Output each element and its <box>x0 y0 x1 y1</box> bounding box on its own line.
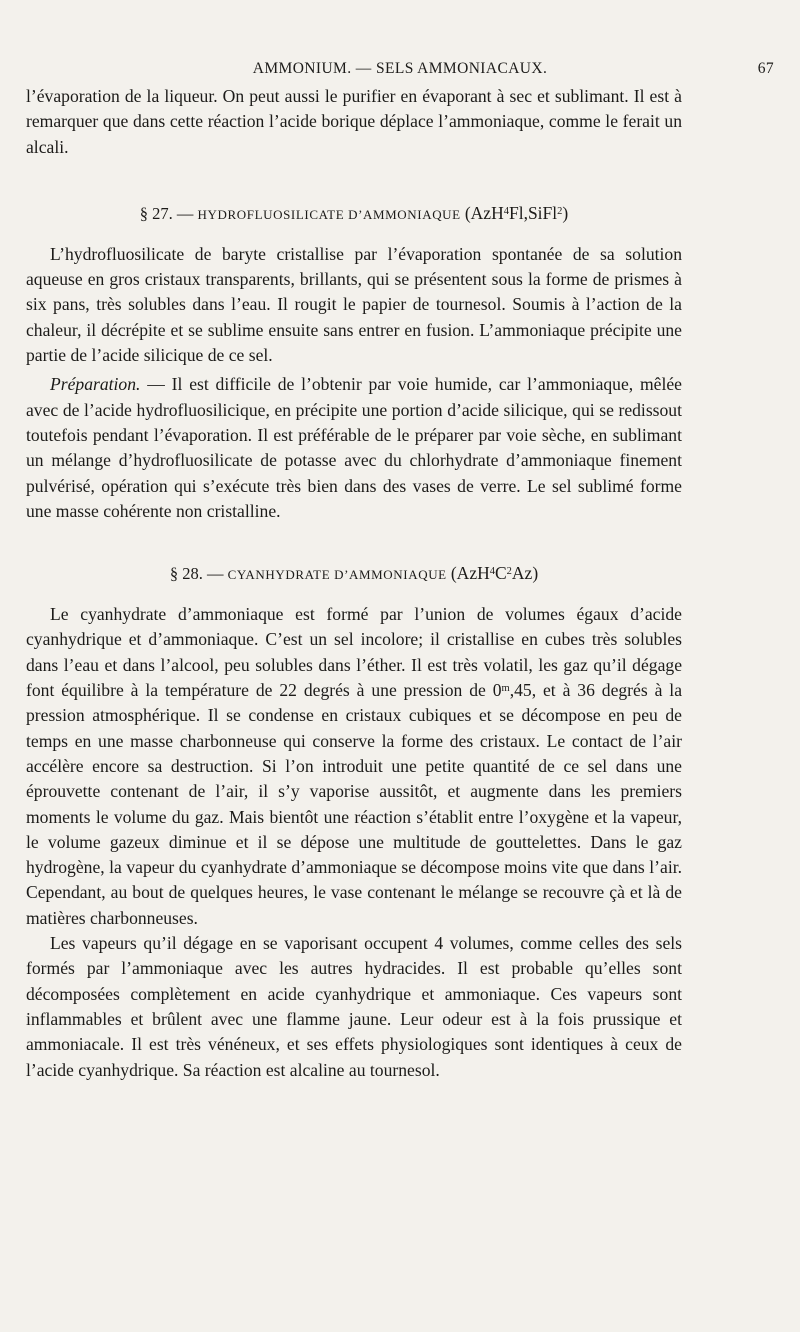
section-number: § 27. — <box>139 203 194 223</box>
section-formula: (AzH$^4$Fl,SiFl$^2$) <box>464 202 569 223</box>
page-number: 67 <box>757 60 774 77</box>
running-title: AMMONIUM. — SELS AMMONIACAUX. <box>252 60 548 77</box>
preparation-label: Préparation. <box>50 374 141 395</box>
paragraph-preparation: Préparation. — Il est difficile de l’obtenir par voie humide, car l’ammoniaque, mêlée avec de l’acide hydrofluosilicique, en précipite une portion d’acide silicique, qui se redissout toutefois pendant l’évaporation. Il est préférable de le préparer par voie sèche, en sublimant un mélange d’hydrofluosilicate de potasse avec du chlorhydrate d’ammoniaque finement pulvérisé, opération qui s’exécute très bien dans des vases de verre. Le sel sublimé forme une masse cohérente non cristalline. <box>26 374 682 521</box>
page-header <box>26 60 774 86</box>
section-title: HYDROFLUOSILICATE D’AMMONIAQUE <box>197 206 461 222</box>
page-body <box>26 84 682 1083</box>
section-title: CYANHYDRATE D’AMMONIAQUE <box>227 567 447 583</box>
paragraph-description: L’hydrofluosilicate de baryte cristallise par l’évaporation spontanée de sa solution aqueuse en gros cristaux transparents, brillants, qui se présentent sous la forme de prismes à six pans, très solubles dans l’eau. Il rougit le papier de tournesol. Soumis à l’action de la chaleur, il décrépite et se sublime ensuite sans entrer en fusion. L’ammoniaque précipite une partie de l’acide silicique de ce sel. <box>26 243 682 366</box>
section-formula: $(AzH^4C^2Az)$ <box>450 563 539 584</box>
paragraph-vapours: Les vapeurs qu’il dégage en se vaporisant occupent 4 volumes, comme celles des sels formés par l’ammoniaque avec les autres hydracides. Il est probable qu’elles sont décomposées complètement en acide cyanhydrique et ammoniaque. Ces vapeurs sont inflammables et brûlent avec une flamme jaune. Leur odeur est à la fois prussique et ammoniacale. Il est très vénéneux, et ses effets physiologiques sont identiques à ceux de l’acide cyanhydrique. Sa réaction est alcaline au tournesol. <box>26 933 682 1080</box>
paragraph-properties: Le cyanhydrate d’ammoniaque est formé par l’union de volumes égaux d’acide cyanhydrique et d’ammoniaque. C’est un sel incolore; il cristallise en cubes très solubles dans l’eau et dans l’alcool, peu solubles dans l’éther. Il est très volatil, les gaz qu’il dégage font équilibre à la température de 22 degrés à une pression de 0$^m$,45, et à 36 degrés à la pression atmosphérique. Il se condense en cristaux cubiques et se décompose en peu de temps en une masse charbonneuse qui conserve la forme des cristaux. Le contact de l’air accélère encore sa destruction. Si l’on introduit une petite quantité de ce sel dans une éprouvette contenant de l’air, il s’y vaporise aussitôt, et augmente dans les premiers moments le volume du gaz. Mais bientôt une réaction s’établit entre l’oxygène et la vapeur, le volume gazeux diminue et il se dépose une multitude de gouttelettes. Dans le gaz hydrogène, la vapeur du cyanhydrate d’ammoniaque se décompose moins vite que dans l’air. Cependant, au bout de quelques heures, le vase contenant le mélange se recouvre çà et là de matières charbonneuses. <box>26 604 682 928</box>
section-28-heading <box>26 560 682 588</box>
section-number: § 28. — <box>169 564 224 584</box>
section-27-heading <box>26 200 682 228</box>
paragraph-continuation: l’évaporation de la liqueur. On peut aussi le purifier en évaporant à sec et sublimant. Il est à remarquer que dans cette réaction l’acide borique déplace l’ammoniaque, comme le ferait un alcali. <box>26 86 682 157</box>
